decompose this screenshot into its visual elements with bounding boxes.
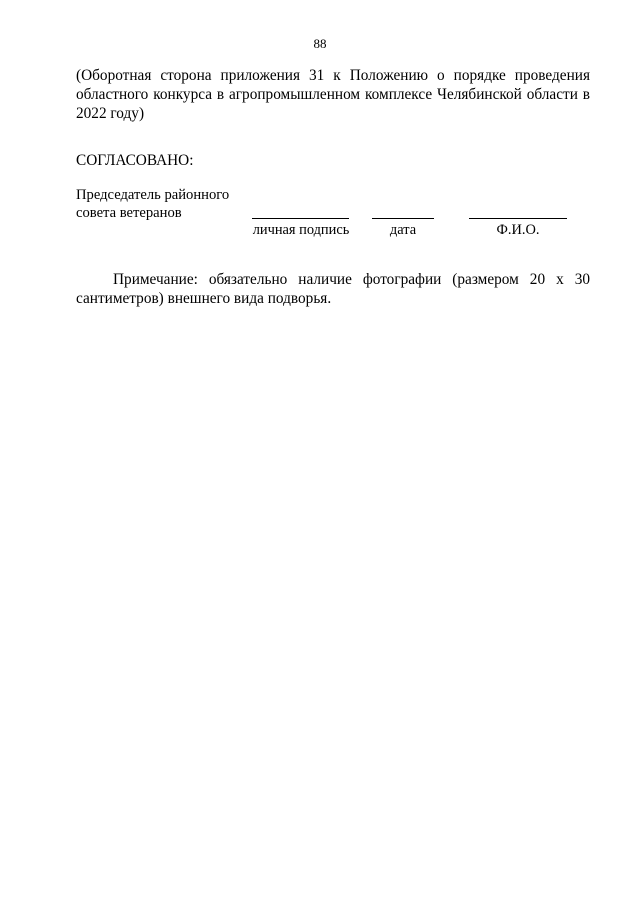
date-label: дата <box>389 222 417 238</box>
signature-label: личная подпись <box>252 222 350 238</box>
name-blank-line <box>469 218 567 219</box>
page-number: 88 <box>313 36 327 51</box>
approver-role <box>76 186 229 222</box>
name-label: Ф.И.О. <box>496 222 540 238</box>
approver-role-line-1: Председатель районного <box>76 187 230 203</box>
appendix-reference: (Оборотная сторона приложения 31 к Положению о порядке проведения областного конкурса в агропромышленном комплексе Челябинской области в 2022 году) <box>76 67 590 122</box>
signature-blank-line <box>252 218 349 219</box>
date-blank-line <box>372 218 434 219</box>
approval-heading: СОГЛАСОВАНО: <box>76 152 194 169</box>
approver-role-line-2: совета ветеранов <box>76 205 182 221</box>
photo-requirement-note: Примечание: обязательно наличие фотографии (размером 20 х 30 сантиметров) внешнего вида подворья. <box>76 271 590 307</box>
